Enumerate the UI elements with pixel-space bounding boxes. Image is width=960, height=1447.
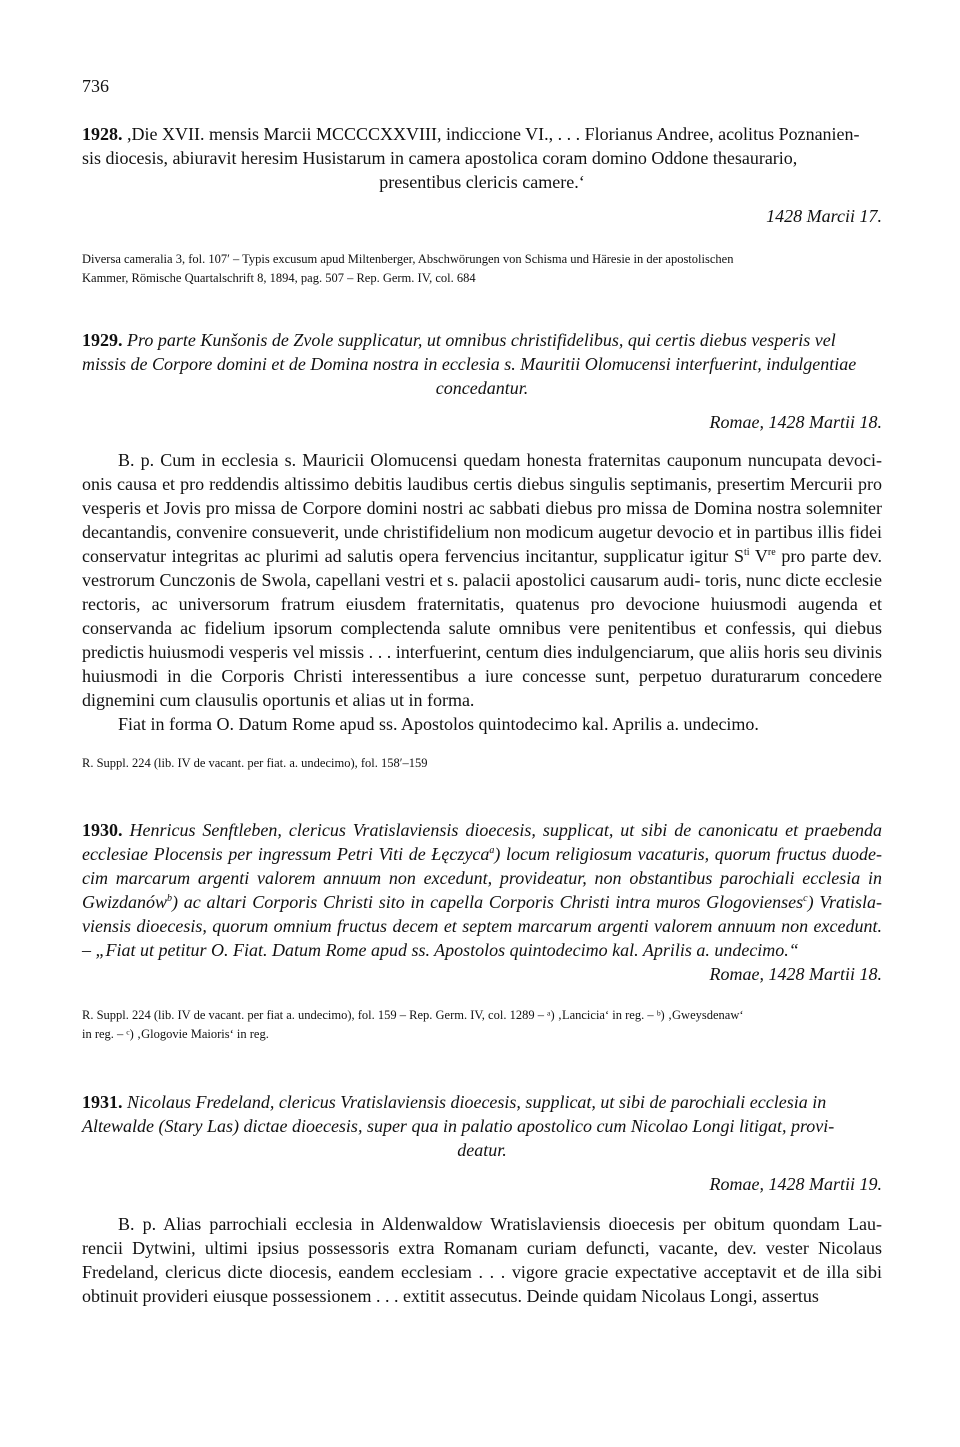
body-line: duraturarum concedere dignemini cum clausulis oportunis et alias ut in forma. (82, 666, 882, 710)
heading-line: Nicolaus Fredeland, clericus Vratislaviensis dioecesis, supplicat, ut sibi de parochiali ecclesia in (127, 1092, 827, 1112)
body-line: que aliis horis seu divinis huiusmodi in die Corporis Christi interessentibus a iure concesse sunt, perpetuo (82, 642, 882, 686)
heading-line: sis diocesis, abiuravit heresim Husistarum in camera apostolica coram domino Oddone thesaurario, (82, 148, 798, 168)
body-line: solemniter decantandis, convenire consueverit, unde christifidelium non modicum augetur devocio et in (82, 498, 882, 542)
body-line: pro parte dev. vestrorum Cunczonis de Swola, capellani vestri et s. palacii apostolici causarum audi- (82, 546, 882, 590)
heading-line: cim marcarum argenti valorem annuum non excedunt, provideatur, non obstantibus parochiali ecclesia in (82, 868, 882, 888)
heading-line: – „Fiat ut petitur O. Fiat. Datum Rome apud ss. Apostolos quintodecimo kal. Aprilis a. undecimo.“ (82, 940, 799, 960)
entry-1931 (82, 1090, 882, 1308)
footnote (82, 250, 882, 288)
body-line: confessis, qui diebus predictis huiusmodi vesperis vel missis . . . interfuerint, centum dies indulgenciarum, (82, 618, 882, 662)
heading-line: Henricus Senftleben, clericus Vratislaviensis dioecesis, supplicat, ut sibi de canonicatu et praebenda (129, 820, 883, 840)
heading-line: missis de Corpore domini et de Domina nostra in ecclesia s. Mauritii Olomucensi interfuerint, indulgentiae (82, 354, 857, 374)
body-line: B. p. Alias parrochiali ecclesia in Aldenwaldow Wratislaviensis dioecesis per obitum quondam Lau- (118, 1214, 882, 1234)
entry-number: 1930. (82, 820, 123, 840)
entry-heading (82, 1090, 882, 1138)
heading-line: Gwizdanów (82, 892, 168, 912)
entry-1928 (82, 122, 882, 288)
superscript: b (167, 893, 173, 904)
body-line: huiusmodi augenda et conservanda ac fidelium ipsorum complectenda salute omnibus vere penitentibus et (82, 594, 883, 638)
entry-date: 1428 Marcii 17. (766, 206, 882, 226)
heading-line: viensis dioecesis, quorum omnium fructus decem et septem marcarum argenti valorem annuum non excedunt. (82, 916, 882, 936)
superscript: re (767, 547, 776, 558)
heading-line-center: presentibus clericis camere.‘ (379, 172, 585, 192)
body-line: S (733, 546, 744, 566)
heading-line: Altewalde (Stary Las) dictae dioecesis, super qua in palatio apostolico cum Nicolao Longi litigat, provi- (82, 1116, 835, 1136)
heading-line: Pro parte Kunšonis de Zvole supplicatur, ut omnibus christifidelibus, qui certis diebus vesperis vel (127, 330, 836, 350)
entry-1929 (82, 328, 882, 773)
entry-date: Romae, 1428 Martii 18. (709, 964, 882, 984)
heading-line: ecclesiae Plocensis per ingressum Petri Viti de Łęczyca (82, 844, 490, 864)
entry-number: 1931. (82, 1092, 123, 1112)
page-number: 736 (82, 76, 109, 96)
superscript: ti (743, 547, 750, 558)
body-line: Fredeland, clericus dicte diocesis, eandem ecclesiam . . . vigore gracie expectative acceptavit et de illa sibi (82, 1262, 882, 1282)
fiat-line: Fiat in forma O. Datum Rome apud ss. Apostolos quintodecimo kal. Aprilis a. undecimo. (118, 714, 759, 734)
body-line: onis causa et pro reddendis altissimo debitis laudibus certis diebus singulis septimanis, presertim Mercurii (82, 474, 853, 494)
entry-heading (82, 328, 882, 376)
superscript: c (803, 893, 808, 904)
entry-heading (82, 818, 882, 962)
footnote (82, 1006, 882, 1044)
entry-date: Romae, 1428 Martii 18. (709, 412, 882, 432)
footnote-line: Diversa cameralia 3, fol. 107′ – Typis excusum apud Miltenberger, Abschwörungen von Schisma und Häresie in der apostolischen (82, 252, 734, 266)
entry-1930 (82, 818, 882, 1044)
heading-line-center: deatur. (457, 1140, 507, 1160)
body-line: B. p. Cum in ecclesia s. Mauricii Olomucensi quedam honesta fraternitas cauponum nuncupata devoci- (118, 450, 882, 470)
body-paragraph (82, 448, 882, 712)
heading-line: ) Vratisla- (807, 892, 882, 912)
heading-line-center: concedantur. (435, 378, 529, 398)
body-line: rencii Dytwini, ultimi ipsius possessoris extra Romanam curiam defuncti, vacante, dev. vester Nicolaus (82, 1238, 882, 1258)
heading-line: ) locum religiosum vacaturis, quorum fructus duode- (494, 844, 883, 864)
entry-heading (82, 122, 882, 170)
entry-date: Romae, 1428 Martii 19. (709, 1174, 882, 1194)
body-line: obtinuit provideri eiusque possessionem . . . extitit assecutus. Deinde quidam Nicolaus Longi, assertus (82, 1286, 819, 1306)
heading-line: ,Die XVII. mensis Marcii MCCCCXXVIII, indiccione VI., . . . Florianus Andree, acolitus Poznanien- (127, 124, 860, 144)
body-line: pro vesperis et Jovis pro missa de Corpore domini nostri ac sabbati diebus pro missa de Domina nostra (82, 474, 882, 518)
body-line: toris, nunc dicte ecclesie rectoris, ac universorum fratrum eiusdem fraternitatis, quatenus pro devocione (82, 570, 882, 614)
body-line: V (749, 546, 768, 566)
entry-number: 1929. (82, 330, 123, 350)
entry-number: 1928. (82, 124, 123, 144)
footnote: R. Suppl. 224 (lib. IV de vacant. per fiat. a. undecimo), fol. 158′–159 (82, 756, 428, 770)
heading-line: ) ac altari Corporis Christi sito in capella Corporis Christi intra muros Glogovienses (172, 892, 804, 912)
body-line: partibus illis fidei conservatur integritas ac plurimi ad salutis opera fervencius incitantur, supplicatur igitur (82, 522, 883, 566)
footnote-line: in reg. – ᶜ) ‚Glogovie Maioris‘ in reg. (82, 1027, 269, 1041)
footnote-line: R. Suppl. 224 (lib. IV de vacant. per fiat a. undecimo), fol. 159 – Rep. Germ. IV, col. 1289 – ᵃ) ‚Lancicia‘ in reg. – ᵇ) ‚Gweysdenaw‘ (82, 1008, 744, 1022)
footnote-line: Kammer, Römische Quartalschrift 8, 1894, pag. 507 – Rep. Germ. IV, col. 684 (82, 271, 476, 285)
body-paragraph (82, 1212, 882, 1308)
superscript: a (489, 845, 495, 856)
